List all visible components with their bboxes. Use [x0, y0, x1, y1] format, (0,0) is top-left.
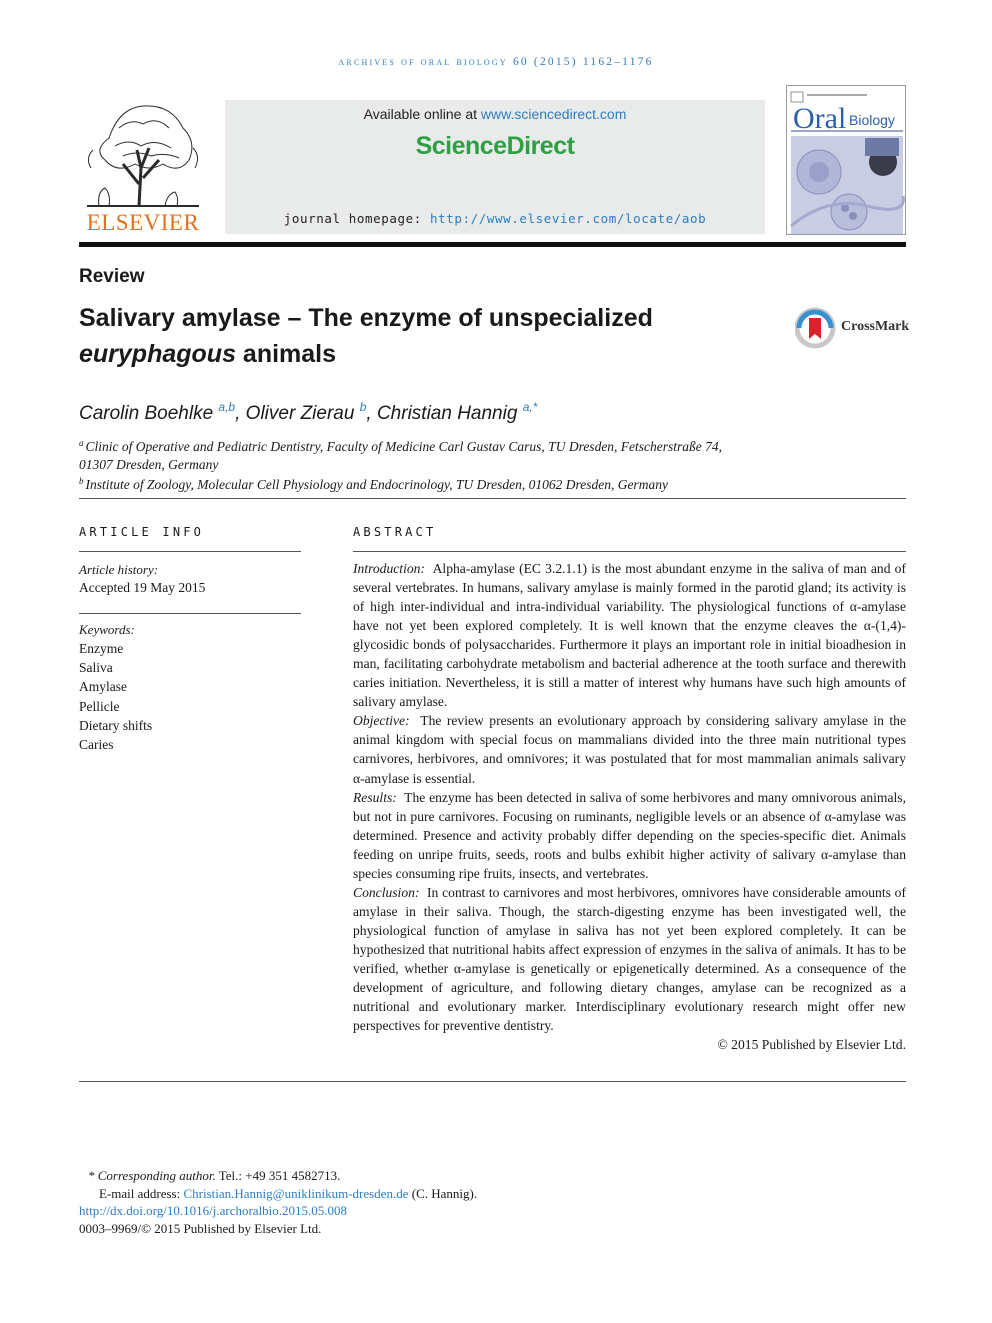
doi-link[interactable]: http://dx.doi.org/10.1016/j.archoralbio.2015.05.008 — [79, 1203, 348, 1218]
journal-cover[interactable] — [786, 85, 906, 235]
conclusion-label: Conclusion: — [353, 884, 420, 900]
crossmark-label: CrossMark — [841, 319, 910, 334]
abstract-body — [353, 559, 906, 1054]
title-italic: euryphagous — [79, 340, 236, 368]
corresponding-author-note — [79, 1167, 477, 1185]
keyword-item: Amylase — [79, 679, 127, 695]
conclusion-text: In contrast to carnivores and most herbivores, omnivores have considerable amounts of amylase in their saliva. Though, the starch-digesting enzyme has been investigated well, the physiological function of amylase in saliva has not yet been explored completely. It can be hypothesized that nutritional habits affect expression of enzymes in the saliva of animals. It has to be verified, whether α-amylase is genetically or epigenetically determined. As a consequence of the development of agriculture, and following dietary changes, amylase can be recognized as a nutritional and evolutionary marker. Interdisciplinary evolutionary research might offer new perspectives for preventive dentistry. — [353, 884, 906, 1034]
accepted-date: Accepted 19 May 2015 — [79, 580, 206, 595]
author-affil-sup[interactable]: b — [359, 400, 367, 414]
article-title — [79, 300, 769, 372]
abstract-conclusion — [353, 883, 906, 1035]
keywords-label: Keywords: — [79, 622, 135, 637]
email-label: E-mail address: — [99, 1185, 184, 1201]
author-name[interactable]: Oliver Zierau — [245, 403, 355, 424]
journal-homepage-link[interactable]: http://www.elsevier.com/locate/aob — [429, 211, 707, 226]
author-affil-sup[interactable]: a,* — [522, 400, 538, 414]
issn-line: 0003–9969/© 2015 Published by Elsevier Ltd. — [79, 1220, 322, 1236]
elsevier-logo[interactable] — [79, 98, 207, 238]
results-text: The enzyme has been detected in saliva of some herbivores and many omnivorous animals, but not in pure carnivores. Focusing on ruminants, negligible levels or an absence of α-amylase was determined. Presence and activity probably differ depending on the species-specific diet. Animals feeding on unripe fruits, seeds, roots and bulbs exhibit higher activity of salivary α-amylase than species consuming ripe fruits, insects, and vertebrates. — [353, 789, 906, 881]
abstract-copyright: © 2015 Published by Elsevier Ltd. — [717, 1037, 906, 1053]
objective-label: Objective: — [353, 713, 410, 729]
intro-text: Alpha-amylase (EC 3.2.1.1) is the most abundant enzyme in the saliva of man and of several vertebrates. In humans, salivary amylase is mainly formed in the parotid gland; its activity is of high inter-individual and intra-individual variability. The physiological functions of α-amylase have not yet been explored completely. It is well known that the enzyme cleaves the α-(1,4)-glycosidic bonds of polysaccharides. Furthermore it plays an important role in initial bioadhesion in man, facilitating carbohydrate metabolism and bacterial adherence at the tooth surface and therewith caries initiation. Nevertheless, it is still a matter of interest why humans have such high amounts of salivary amylase. — [353, 561, 907, 710]
article-info-heading: ARTICLE INFO — [79, 525, 205, 539]
cover-subtitle: Biology — [849, 112, 895, 128]
email-line — [79, 1185, 477, 1203]
article-info-rule — [79, 551, 301, 552]
objective-text: The review presents an evolutionary approach by considering salivary amylase in the animal kingdom with special focus on mammalians divided into the three main nutritional types carnivores, herbivores, and omnivores; it was postulated that for most mammalian animals salivary α-amylase is essential. — [353, 713, 906, 786]
affiliation-b — [79, 476, 668, 493]
available-online — [225, 106, 765, 122]
corresponding-tel: Tel.: +49 351 4582713. — [215, 1168, 341, 1183]
keyword-item: Saliva — [79, 660, 113, 676]
available-prefix: Available online at — [363, 106, 481, 122]
keywords-rule — [79, 613, 301, 614]
sciencedirect-banner — [225, 100, 765, 234]
affiliation-b-sup: b — [79, 476, 84, 486]
keyword-item: Caries — [79, 737, 114, 753]
affiliation-a — [79, 438, 722, 455]
author-separator: , — [366, 403, 377, 424]
affiliation-b-line1: Institute of Zoology, Molecular Cell Physiology and Endocrinology, TU Dresden, 01062 Dresden, Germany — [85, 477, 668, 492]
keyword-item: Pellicle — [79, 698, 120, 714]
crossmark-badge[interactable] — [795, 307, 910, 349]
author-name[interactable]: Christian Hannig — [376, 403, 518, 424]
keyword-list — [79, 639, 152, 754]
intro-label: Introduction: — [353, 561, 425, 576]
footnotes — [79, 1167, 477, 1237]
affiliation-rule — [79, 498, 906, 499]
homepage-prefix: journal homepage: — [283, 211, 430, 226]
abstract-objective — [353, 711, 906, 787]
sciencedirect-brand[interactable]: ScienceDirect — [415, 132, 575, 160]
results-label: Results: — [353, 789, 397, 805]
title-end: animals — [235, 340, 337, 368]
abstract-rule — [353, 551, 906, 552]
abstract-heading: ABSTRACT — [353, 525, 437, 539]
affiliation-a-line1: Clinic of Operative and Pediatric Dentistry, Faculty of Medicine Carl Gustav Carus, TU Dresden, Fetscherstraße 74, — [85, 439, 723, 454]
elsevier-wordmark: ELSEVIER — [86, 210, 200, 235]
affiliation-a-cont: 01307 Dresden, Germany — [79, 457, 219, 472]
header-rule — [79, 242, 906, 247]
running-head: archives of oral biology 60 (2015) 1162–1176 — [338, 56, 654, 68]
author-affil-sup[interactable]: a,b — [218, 400, 236, 414]
article-type: Review — [79, 266, 145, 287]
journal-homepage — [225, 211, 765, 226]
email-link[interactable]: Christian.Hannig@uniklinikum-dresden.de — [183, 1185, 409, 1201]
author-separator: , — [235, 403, 246, 424]
keyword-item: Dietary shifts — [79, 717, 153, 733]
author-name[interactable]: Carolin Boehlke — [79, 403, 214, 424]
doi-line — [79, 1202, 477, 1220]
crossmark-icon — [795, 307, 837, 349]
author-list — [79, 400, 537, 425]
keyword-item: Enzyme — [79, 641, 124, 656]
affiliation-a-sup: a — [79, 438, 84, 448]
abstract-results — [353, 788, 906, 883]
corresponding-label: * Corresponding author. — [88, 1168, 216, 1183]
abstract-bottom-rule — [79, 1081, 906, 1082]
abstract-introduction — [353, 559, 906, 711]
email-suffix: (C. Hannig). — [408, 1185, 478, 1201]
cover-title: Oral — [793, 102, 847, 135]
sciencedirect-link[interactable]: www.sciencedirect.com — [480, 106, 627, 122]
history-label: Article history: — [79, 562, 159, 577]
title-main: Salivary amylase – The enzyme of unspecialized — [79, 304, 653, 332]
tree-icon — [79, 98, 207, 210]
